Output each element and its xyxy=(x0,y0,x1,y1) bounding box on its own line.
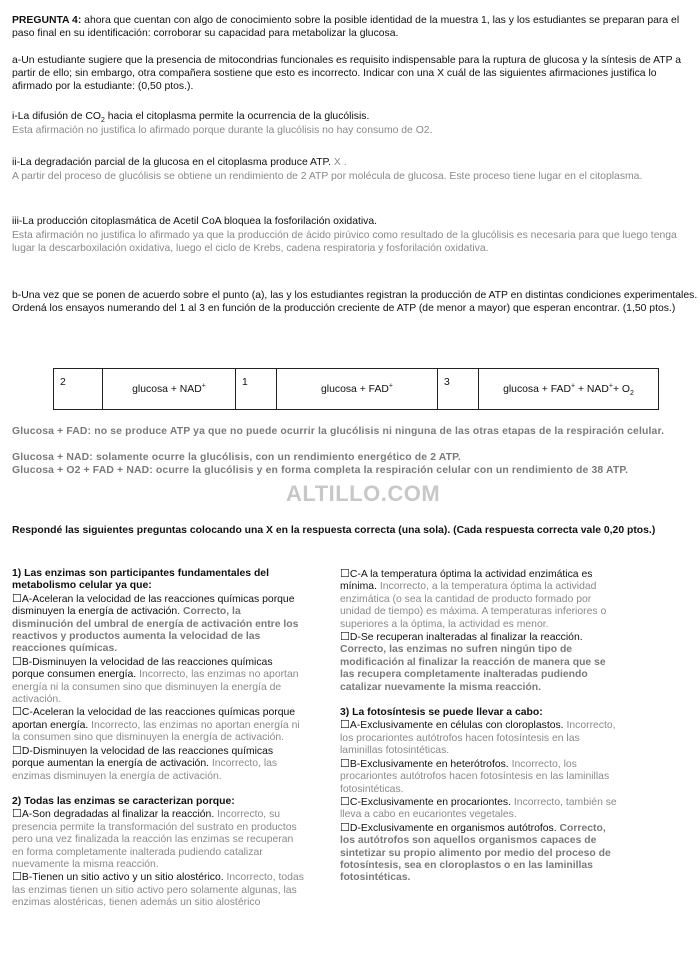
q2-option-c[interactable]: ☐C-A la temperatura óptima la actividad enzimática es mínima. Incorrecto, a la temperatura óptima la actividad enzimática (o sea la cantidad de producto formado por unidad de tiempo) es máxima. A temperaturas inferiores o superiores a la óptima, la actividad es menor. xyxy=(340,568,607,630)
order-cell: 3 xyxy=(438,369,479,410)
explanation-fad: Glucosa + FAD: no se produce ATP ya que no puede ocurrir la glucólisis ni ninguna de las otras etapas de la respiración celular. xyxy=(12,426,665,437)
checkbox-icon[interactable]: ☐ xyxy=(340,719,350,732)
checkbox-icon[interactable]: ☐ xyxy=(340,757,350,770)
checkbox-icon[interactable]: ☐ xyxy=(340,631,350,644)
q2-option-d[interactable]: ☐D-Se recuperan inalteradas al finalizar la reacción. Correcto, las enzimas no sufren ningún tipo de modificación al finalizar la reacción de manera que se las recupera completamente inalteradas pudiendo catalizar nuevamente la misma reacción. xyxy=(340,631,606,693)
q1-option-a[interactable]: ☐A-Aceleran la velocidad de las reacciones químicas porque disminuyen la energía de activación. Correcto, la disminución del umbral de energía de activación entre los reactivos y productos aumenta la velocidad de las reacciones químicas. xyxy=(12,592,299,655)
question-4-intro xyxy=(12,14,694,40)
condition-cell: glucosa + FAD+ xyxy=(277,369,438,410)
part-a-intro: a-Un estudiante sugiere que la presencia de mitocondrias funcionales es requisito indispensable para la ruptura de glucosa y la síntesis de ATP a partir de ello; sin embargo, otra compañera sostiene que esto es incorrecto. Indicar con una X cuál de las siguientes afirmaciones justifica lo afirmado por la estudiante: (0,50 ptos.). xyxy=(12,55,682,92)
option-iii-answer: Esta afirmación no justifica lo afirmado ya que la producción de ácido pirúvico como resultado de la glucólisis es necesaria para que luego tenga lugar la descarboxilación oxidativa, luego el ciclo de Krebs, cadena respiratoria y fosforilación oxidativa. xyxy=(12,230,677,254)
q3-option-b[interactable]: ☐B-Exclusivamente en heterótrofos. Incorrecto, los procariontes autótrofos hacen fotosíntesis en las laminillas fotosintéticas. xyxy=(340,757,610,795)
part-b-intro: b-Una vez que se ponen de acuerdo sobre el punto (a), las y los estudiantes registran la producción de ATP en distintas condiciones experimentales. Ordená los ensayos numerando del 1 al 3 en función de la producción creciente de ATP (de menor a mayor) que esperan encontrar. (1,50 ptos.) xyxy=(12,290,698,314)
order-cell: 2 xyxy=(54,369,103,410)
checkbox-icon[interactable]: ☐ xyxy=(340,821,350,834)
question-2-title: 2) Todas las enzimas se caracterizan porque: xyxy=(12,795,235,807)
table-row xyxy=(54,369,659,410)
checkbox-icon[interactable]: ☐ xyxy=(12,592,22,605)
checkbox-icon[interactable]: ☐ xyxy=(340,568,350,580)
checkbox-icon[interactable]: ☐ xyxy=(12,655,22,668)
q1-option-b[interactable]: ☐B-Disminuyen la velocidad de las reacciones químicas porque consumen energía. Incorrecto, las enzimas no aportan energía ni la consumen sino que disminuyen la energía de activación. xyxy=(12,655,299,706)
checkbox-icon[interactable]: ☐ xyxy=(12,744,22,757)
q3-option-a[interactable]: ☐A-Exclusivamente en células con cloroplastos. Incorrecto, los procariontes autótrofos hacen fotosíntesis en las laminillas fotosintéticas. xyxy=(340,719,616,757)
q3-option-d[interactable]: ☐D-Exclusivamente en organismos autótrofos. Correcto, los autótrofos son aquellos organismos capaces de sintetizar su propio alimento por medio del proceso de fotosíntesis, sea en cloroplastos o en las laminillas fotosintéticas. xyxy=(340,821,611,884)
order-cell: 1 xyxy=(236,369,277,410)
condition-cell: glucosa + NAD+ xyxy=(103,369,236,410)
q2-option-a[interactable]: ☐A-Son degradadas al finalizar la reacción. Incorrecto, su presencia permite la transformación del sustrato en productos pero una vez finalizada la reacción las enzimas se recuperan en forma completamente inalterada pudiendo catalizar nuevamente la misma reacción. xyxy=(12,808,297,870)
checkbox-icon[interactable]: ☐ xyxy=(12,871,22,884)
explanation-nad: Glucosa + NAD: solamente ocurre la glucólisis, con un rendimiento energético de 2 ATP. xyxy=(12,452,461,463)
checkbox-icon[interactable]: ☐ xyxy=(12,808,22,821)
selected-mark: X . xyxy=(331,157,347,168)
option-ii-answer: A partir del proceso de glucólisis se obtiene un rendimiento de 2 ATP por molécula de glucosa. Este proceso tiene lugar en el citoplasma. xyxy=(12,171,643,182)
checkbox-icon[interactable]: ☐ xyxy=(340,795,350,808)
condition-cell: $glucosa + FAD^+ + NAD^++ O_2$ xyxy=(479,369,659,410)
question-4-label: PREGUNTA 4: xyxy=(12,15,82,26)
checkbox-icon[interactable]: ☐ xyxy=(12,706,22,719)
watermark: ALTILLO.COM xyxy=(286,481,441,506)
experiments-table xyxy=(53,368,659,410)
option-ii: ii-La degradación parcial de la glucosa en el citoplasma produce ATP. X . xyxy=(12,157,347,168)
q1-option-d[interactable]: ☐D-Disminuyen la velocidad de las reacciones químicas porque aumentan la energía de activación. Incorrecto, las enzimas disminuyen la energía de activación. xyxy=(12,744,278,782)
option-iii: iii-La producción citoplasmática de Acetil CoA bloquea la fosforilación oxidativa. xyxy=(12,216,378,227)
question-1-title: 1) Las enzimas son participantes fundamentales del metabolismo celular ya que: xyxy=(12,568,269,592)
multiple-choice-intro: Respondé las siguientes preguntas colocando una X en la respuesta correcta (una sola). (Cada respuesta correcta vale 0,20 ptos.) xyxy=(12,525,656,536)
q1-option-c[interactable]: ☐C-Aceleran la velocidad de las reacciones químicas porque aportan energía. Incorrecto, las enzimas no aportan energía ni la consumen sino que disminuyen la energía de activación. xyxy=(12,706,300,744)
question-4-text: ahora que cuentan con algo de conocimiento sobre la posible identidad de la muestra 1, las y los estudiantes se preparan para el paso final en su identificación: corroborar su capacidad para metabolizar la glucosa. xyxy=(12,15,680,39)
explanation-full: Glucosa + O2 + FAD + NAD: ocurre la glucólisis y en forma completa la respiración celular con un rendimiento de 38 ATP. xyxy=(12,465,629,476)
question-3-title: 3) La fotosíntesis se puede llevar a cabo: xyxy=(340,707,543,719)
option-i: i-La difusión de $CO_2$ hacia el citoplasma permite la ocurrencia de la glucólisis. xyxy=(12,111,370,125)
q3-option-c[interactable]: ☐C-Exclusivamente en procariontes. Incorrecto, también se lleva a cabo en eucariontes vegetales. xyxy=(340,795,617,821)
left-column xyxy=(12,568,304,910)
option-i-answer: Esta afirmación no justifica lo afirmado porque durante la glucólisis no hay consumo de O2. xyxy=(12,125,433,136)
right-column xyxy=(340,568,620,885)
q2-option-b[interactable]: ☐B-Tienen un sitio activo y un sitio alostérico. Incorrecto, todas las enzimas tienen un sitio activo pero solamente algunas, las enzimas alostéricas, tienen además un sitio alostérico xyxy=(12,871,304,909)
